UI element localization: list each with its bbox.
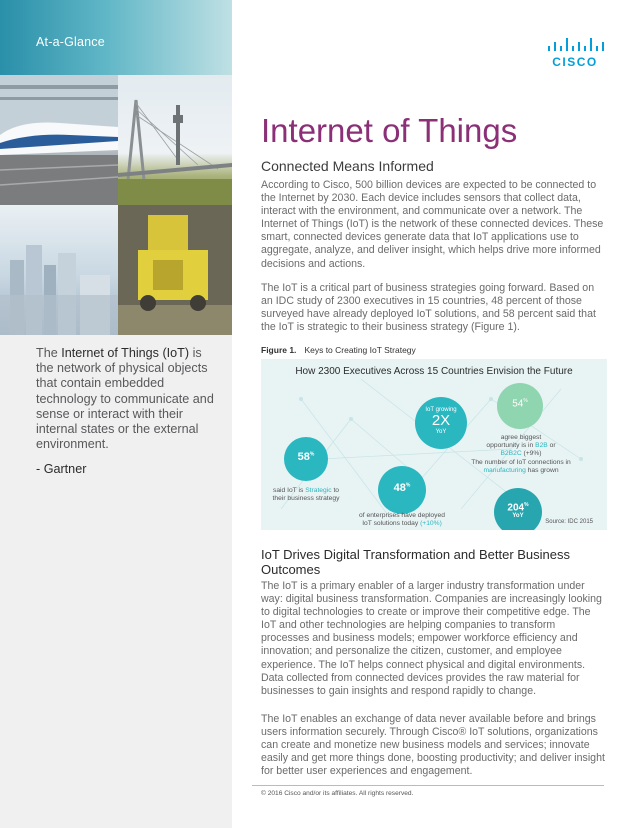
footer-copyright: © 2016 Cisco and/or its affiliates. All rights reserved. [261, 790, 414, 797]
stat-58-value: 58 [297, 451, 310, 463]
stat-circle-58 [284, 437, 328, 481]
paragraph-4: The IoT enables an exchange of data never available before and brings users information securely. Through Cisco® IoT solutions, organizations can create and monetize new business models and services; innovate easily and get more things done, boosting productivity; and deliver insight for better user experiences and engagement. [261, 713, 605, 778]
stat-48-highlight: (+10%) [420, 520, 442, 528]
banner-text: At-a-Glance [36, 35, 105, 49]
stat-circle-204 [494, 488, 542, 530]
quote-attribution: - Gartner [36, 462, 87, 476]
stat-204-text [471, 459, 571, 475]
stat-54-text-pre: agree biggest opportunity is in [486, 434, 542, 450]
photo-bullet-train [0, 75, 118, 205]
stat-48-value: 48 [393, 482, 406, 494]
stat-48-text-body: of enterprises have deployed IoT solutions today [359, 512, 445, 528]
stat-58-unit: % [309, 451, 315, 458]
figure-number: Figure 1. [261, 345, 297, 355]
stat-circle-2x [415, 397, 467, 449]
stat-204-highlight: manufacturing [483, 467, 526, 475]
paragraph-2: The IoT is a critical part of business strategies going forward. Based on an IDC study of 2300 executives in 15 countries, 48 percent of those surveyed have already deployed IoT solutions, and 58 percent said that the IoT is strategic to their business strategy (Figure 1). [261, 282, 596, 334]
photo-city-skyline [0, 205, 118, 335]
stat-204-unit: % [524, 502, 529, 508]
sidebar [0, 0, 232, 828]
cisco-logo-text: CISCO [552, 55, 598, 69]
stat-54-value-row [497, 398, 543, 409]
section-heading-digital-transformation: IoT Drives Digital Transformation and Better Business Outcomes [261, 547, 571, 577]
stat-58-text [269, 487, 343, 503]
photo-bridge [118, 75, 232, 205]
figure-label [261, 345, 416, 355]
paragraph-1: According to Cisco, 500 billion devices are expected to be connected to the Internet by 2030. Each device includes sensors that collect data, interact with the environment, and communicate over a network. The Internet of Things (IoT) is the network of these connected devices. These smart, connected devices generate data that IoT applications use to aggregate, analyze, and deliver insight, which helps drive more informed decisions and actions. [261, 179, 604, 270]
stat-48-text [354, 512, 450, 528]
figure-caption: Keys to Creating IoT Strategy [304, 345, 416, 355]
cisco-logo-bars-icon [546, 37, 604, 53]
stat-58-text-post: to their business strategy [272, 487, 340, 503]
stat-2x-top: IoT growing [425, 407, 457, 413]
stat-2x-bottom: YoY [435, 429, 447, 435]
stat-204-value: 204 [507, 502, 525, 514]
section-heading-connected: Connected Means Informed [261, 158, 434, 174]
infographic-title: How 2300 Executives Across 15 Countries Envision the Future [295, 366, 573, 377]
stat-54-highlight-b2b: B2B [535, 442, 548, 450]
infographic [261, 359, 607, 530]
footer-divider [252, 785, 604, 786]
stat-circle-48 [378, 466, 426, 514]
stat-54-value: 54 [512, 398, 524, 410]
stat-54-text-post: (+9%) [521, 450, 542, 458]
page-title: Internet of Things [261, 112, 518, 149]
stat-54-text-mid: or [547, 442, 556, 450]
stat-58-highlight: Strategic [305, 487, 332, 494]
cisco-logo [546, 37, 604, 69]
stat-58-value-row [284, 451, 328, 463]
quote-highlight: Internet of Things (IoT) [61, 346, 190, 360]
stat-54-text [486, 434, 556, 459]
stat-54-unit: % [523, 398, 528, 404]
stat-204-text-post: has grown [525, 467, 559, 475]
stat-204-text-pre: The number of IoT connections in [471, 459, 571, 466]
photo-industrial-machine [118, 205, 232, 335]
stat-48-unit: % [405, 482, 411, 489]
sidebar-quote [36, 346, 222, 452]
stat-2x-value: 2X [431, 412, 451, 429]
stat-204-sub: YoY [512, 513, 524, 520]
banner [0, 0, 232, 75]
stat-58-text-pre: said IoT is [272, 487, 306, 494]
stat-204-value-row [494, 502, 542, 513]
paragraph-3: The IoT is a primary enabler of a larger industry transformation under way: digital business transformation. Companies are increasingly looking to digital technologies to create or improve their competitive edge. The IoT and other technologies are helping companies to transform processes and business models; empower workforce efficiency and innovation; and personalize the citizen, customer, and employee experience. The IoT helps connect physical and digital environments. Data collected from connected devices provides the raw material for businesses to gain insights and respond rapidly to change. [261, 580, 602, 697]
figure-source: Source: IDC 2015 [545, 519, 593, 525]
stat-circle-54 [497, 383, 543, 429]
stat-54-highlight-b2b2c: B2B2C [500, 450, 522, 458]
stat-48-value-row [378, 482, 426, 494]
quote-body: is the network of physical objects that contain embedded technology to communicate and sense or interact with their internal states or the external environment. [36, 346, 214, 452]
quote-prefix: The [36, 346, 62, 360]
